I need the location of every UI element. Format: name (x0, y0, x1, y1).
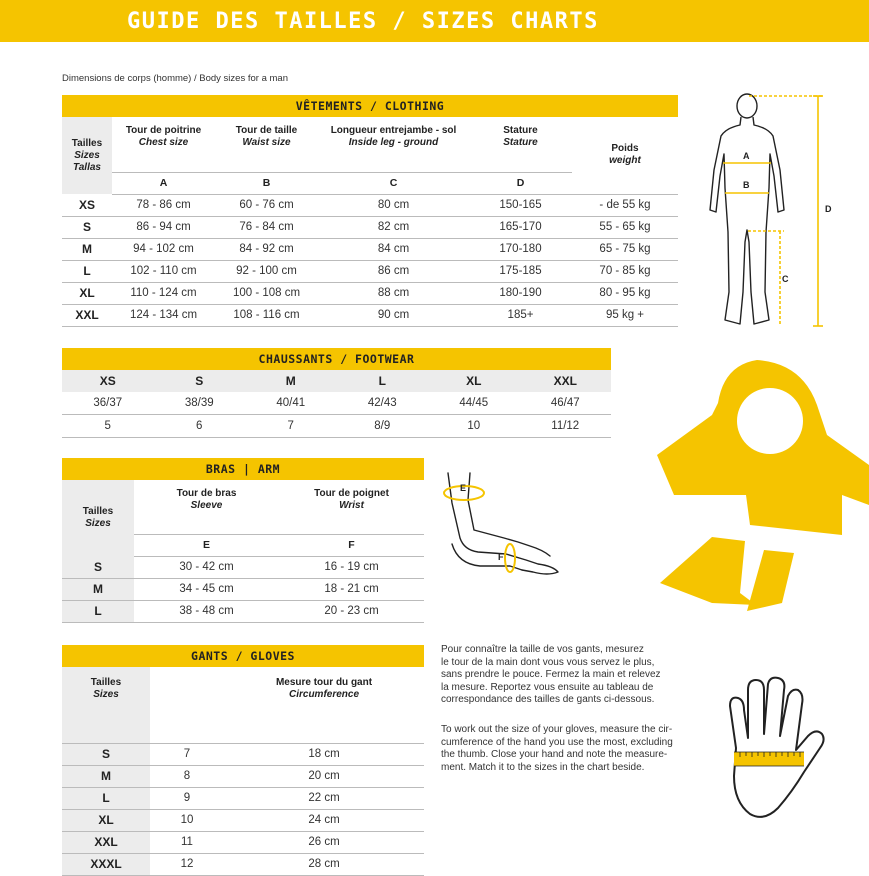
hand-figure (716, 676, 836, 826)
table-row: S 86 - 94 cm 76 - 84 cm 82 cm 165-170 55 - 65 kg (62, 216, 678, 238)
size-header: Tailles Sizes Tallas (62, 117, 112, 194)
table-row: XL 110 - 124 cm 100 - 108 cm 88 cm 180-190 80 - 95 kg (62, 282, 678, 304)
col-wrist: Tour de poignet Wrist (314, 488, 389, 511)
label-f: F (498, 552, 504, 562)
footwear-section (62, 348, 611, 438)
arm-heading: BRAS | ARM (62, 458, 424, 480)
size-header: Tailles Sizes (62, 480, 134, 556)
table-row: M 8 20 cm (62, 765, 424, 787)
table-row: S 30 - 42 cm 16 - 19 cm (62, 556, 424, 578)
col-chest: Tour de poitrine Chest size (125, 125, 202, 148)
table-row: XXL 124 - 134 cm 108 - 116 cm 90 cm 185+ 95 kg + (62, 304, 678, 326)
arm-figure (438, 468, 566, 583)
letter-d: D (469, 172, 572, 194)
table-row: S 7 18 cm (62, 743, 424, 765)
footwear-table: XS S M L XL XXL 36/37 38/39 40/41 42/43 44/45 46/47 5 6 7 8/9 10 11/12 (62, 370, 611, 438)
table-row: L 9 22 cm (62, 787, 424, 809)
glove-instructions-fr: Pour connaître la taille de vos gants, mesurez le tour de la main dont vous vous servez le plus, sans prendre le pouce. Fermez la main et relevez la mesure. Reportez vous ensuite au tableau de correspondance des tailles de gants ci-dessous. (441, 644, 661, 706)
table-row: M 34 - 45 cm 18 - 21 cm (62, 578, 424, 600)
subtitle: Dimensions de corps (homme) / Body sizes for a man (62, 73, 288, 84)
col-sleeve: Tour de bras Sleeve (176, 488, 237, 511)
col-waist: Tour de taille Waist size (235, 125, 298, 148)
gloves-heading: GANTS / GLOVES (62, 645, 424, 667)
col-stature: Stature Stature (503, 125, 538, 148)
table-row: XL 10 24 cm (62, 809, 424, 831)
size-header: Tailles Sizes (62, 667, 150, 721)
label-d: D (825, 204, 832, 214)
clothing-heading: VÊTEMENTS / CLOTHING (62, 95, 678, 117)
clothing-table (62, 117, 678, 327)
table-row: 36/37 38/39 40/41 42/43 44/45 46/47 (62, 392, 611, 415)
label-e: E (460, 483, 467, 493)
letter-c: C (318, 172, 469, 194)
letter-f: F (279, 534, 424, 556)
clothing-section (62, 95, 678, 327)
footwear-heading: CHAUSSANTS / FOOTWEAR (62, 348, 611, 370)
table-row: XXL 11 26 cm (62, 831, 424, 853)
title-banner (0, 0, 869, 42)
letter-a: A (112, 172, 215, 194)
col-weight: Poids weight (572, 117, 678, 194)
letter-b: B (215, 172, 318, 194)
gloves-section (62, 645, 424, 876)
page-title: GUIDE DES TAILLES / SIZES CHARTS (127, 9, 599, 34)
col-circumference: Mesure tour du gant Circumference (275, 677, 373, 700)
label-a: A (743, 151, 750, 161)
letter-e: E (134, 534, 279, 556)
arm-table (62, 480, 424, 623)
glove-instructions-en: To work out the size of your gloves, measure the cir- cumference of the hand you use the most, excluding the thumb. Close your hand and note the measure- ment. Match it to the sizes in the chart beside. (441, 724, 673, 773)
arm-section (62, 458, 424, 623)
body-figure (700, 92, 850, 332)
table-row: XXXL 12 28 cm (62, 853, 424, 875)
table-row: L 38 - 48 cm 20 - 23 cm (62, 600, 424, 622)
table-row: M 94 - 102 cm 84 - 92 cm 84 cm 170-180 65 - 75 kg (62, 238, 678, 260)
table-row: L 102 - 110 cm 92 - 100 cm 86 cm 175-185 70 - 85 kg (62, 260, 678, 282)
label-b: B (743, 180, 750, 190)
table-row: XS 78 - 86 cm 60 - 76 cm 80 cm 150-165 - de 55 kg (62, 194, 678, 216)
label-c: C (782, 274, 789, 284)
gloves-table (62, 667, 424, 876)
raincoat-illustration (652, 355, 869, 615)
col-inside-leg: Longueur entrejambe - sol Inside leg - ground (330, 125, 457, 148)
table-row: 5 6 7 8/9 10 11/12 (62, 415, 611, 438)
